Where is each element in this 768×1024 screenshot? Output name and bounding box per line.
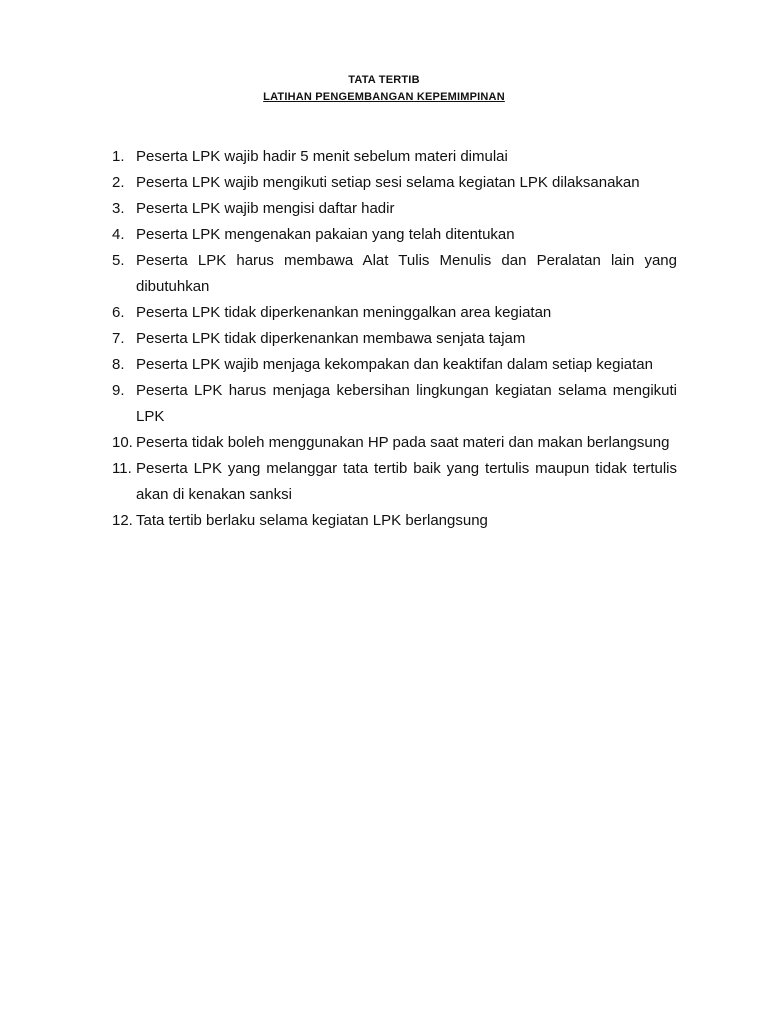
rule-number: 3. — [112, 200, 125, 217]
rule-number: 4. — [112, 226, 125, 243]
rule-text: Peserta LPK wajib mengikuti setiap sesi selama kegiatan LPK dilaksanakan — [136, 174, 640, 191]
rule-item — [112, 248, 677, 300]
rule-item — [112, 378, 677, 430]
rule-number: 6. — [112, 304, 125, 321]
rule-item — [112, 222, 677, 248]
rule-number: 7. — [112, 330, 125, 347]
rule-number: 10. — [112, 434, 133, 451]
rule-text: Peserta LPK wajib menjaga kekompakan dan keaktifan dalam setiap kegiatan — [136, 356, 653, 373]
rule-number: 9. — [112, 382, 125, 399]
rule-text: Peserta tidak boleh menggunakan HP pada saat materi dan makan berlangsung — [136, 434, 670, 451]
rule-text: Peserta LPK harus membawa Alat Tulis Menulis dan Peralatan lain yang dibutuhkan — [136, 252, 677, 295]
rule-item — [112, 456, 677, 508]
rule-text: Tata tertib berlaku selama kegiatan LPK berlangsung — [136, 512, 488, 529]
rule-number: 8. — [112, 356, 125, 373]
rule-text: Peserta LPK tidak diperkenankan meninggalkan area kegiatan — [136, 304, 552, 321]
rules-list — [112, 144, 677, 534]
rule-item — [112, 300, 677, 326]
rule-item — [112, 196, 677, 222]
rule-text: Peserta LPK mengenakan pakaian yang telah ditentukan — [136, 226, 515, 243]
rule-number: 12. — [112, 512, 133, 529]
document-header — [0, 72, 768, 106]
rule-number: 5. — [112, 252, 125, 269]
document-title: TATA TERTIB — [348, 74, 420, 86]
rule-number: 1. — [112, 148, 125, 165]
rule-text: Peserta LPK harus menjaga kebersihan lingkungan kegiatan selama mengikuti LPK — [136, 382, 677, 425]
rule-number: 2. — [112, 174, 125, 191]
rule-number: 11. — [112, 460, 132, 477]
rule-text: Peserta LPK wajib mengisi daftar hadir — [136, 200, 395, 217]
rule-text: Peserta LPK tidak diperkenankan membawa senjata tajam — [136, 330, 526, 347]
rule-text: Peserta LPK yang melanggar tata tertib baik yang tertulis maupun tidak tertulis akan di kenakan sanksi — [136, 460, 677, 503]
rule-item — [112, 326, 677, 352]
document-subtitle: LATIHAN PENGEMBANGAN KEPEMIMPINAN — [263, 91, 505, 103]
rule-item — [112, 144, 677, 170]
rule-item — [112, 170, 677, 196]
rule-item — [112, 430, 677, 456]
rule-item — [112, 352, 677, 378]
rule-item — [112, 508, 677, 534]
rule-text: Peserta LPK wajib hadir 5 menit sebelum materi dimulai — [136, 148, 508, 165]
